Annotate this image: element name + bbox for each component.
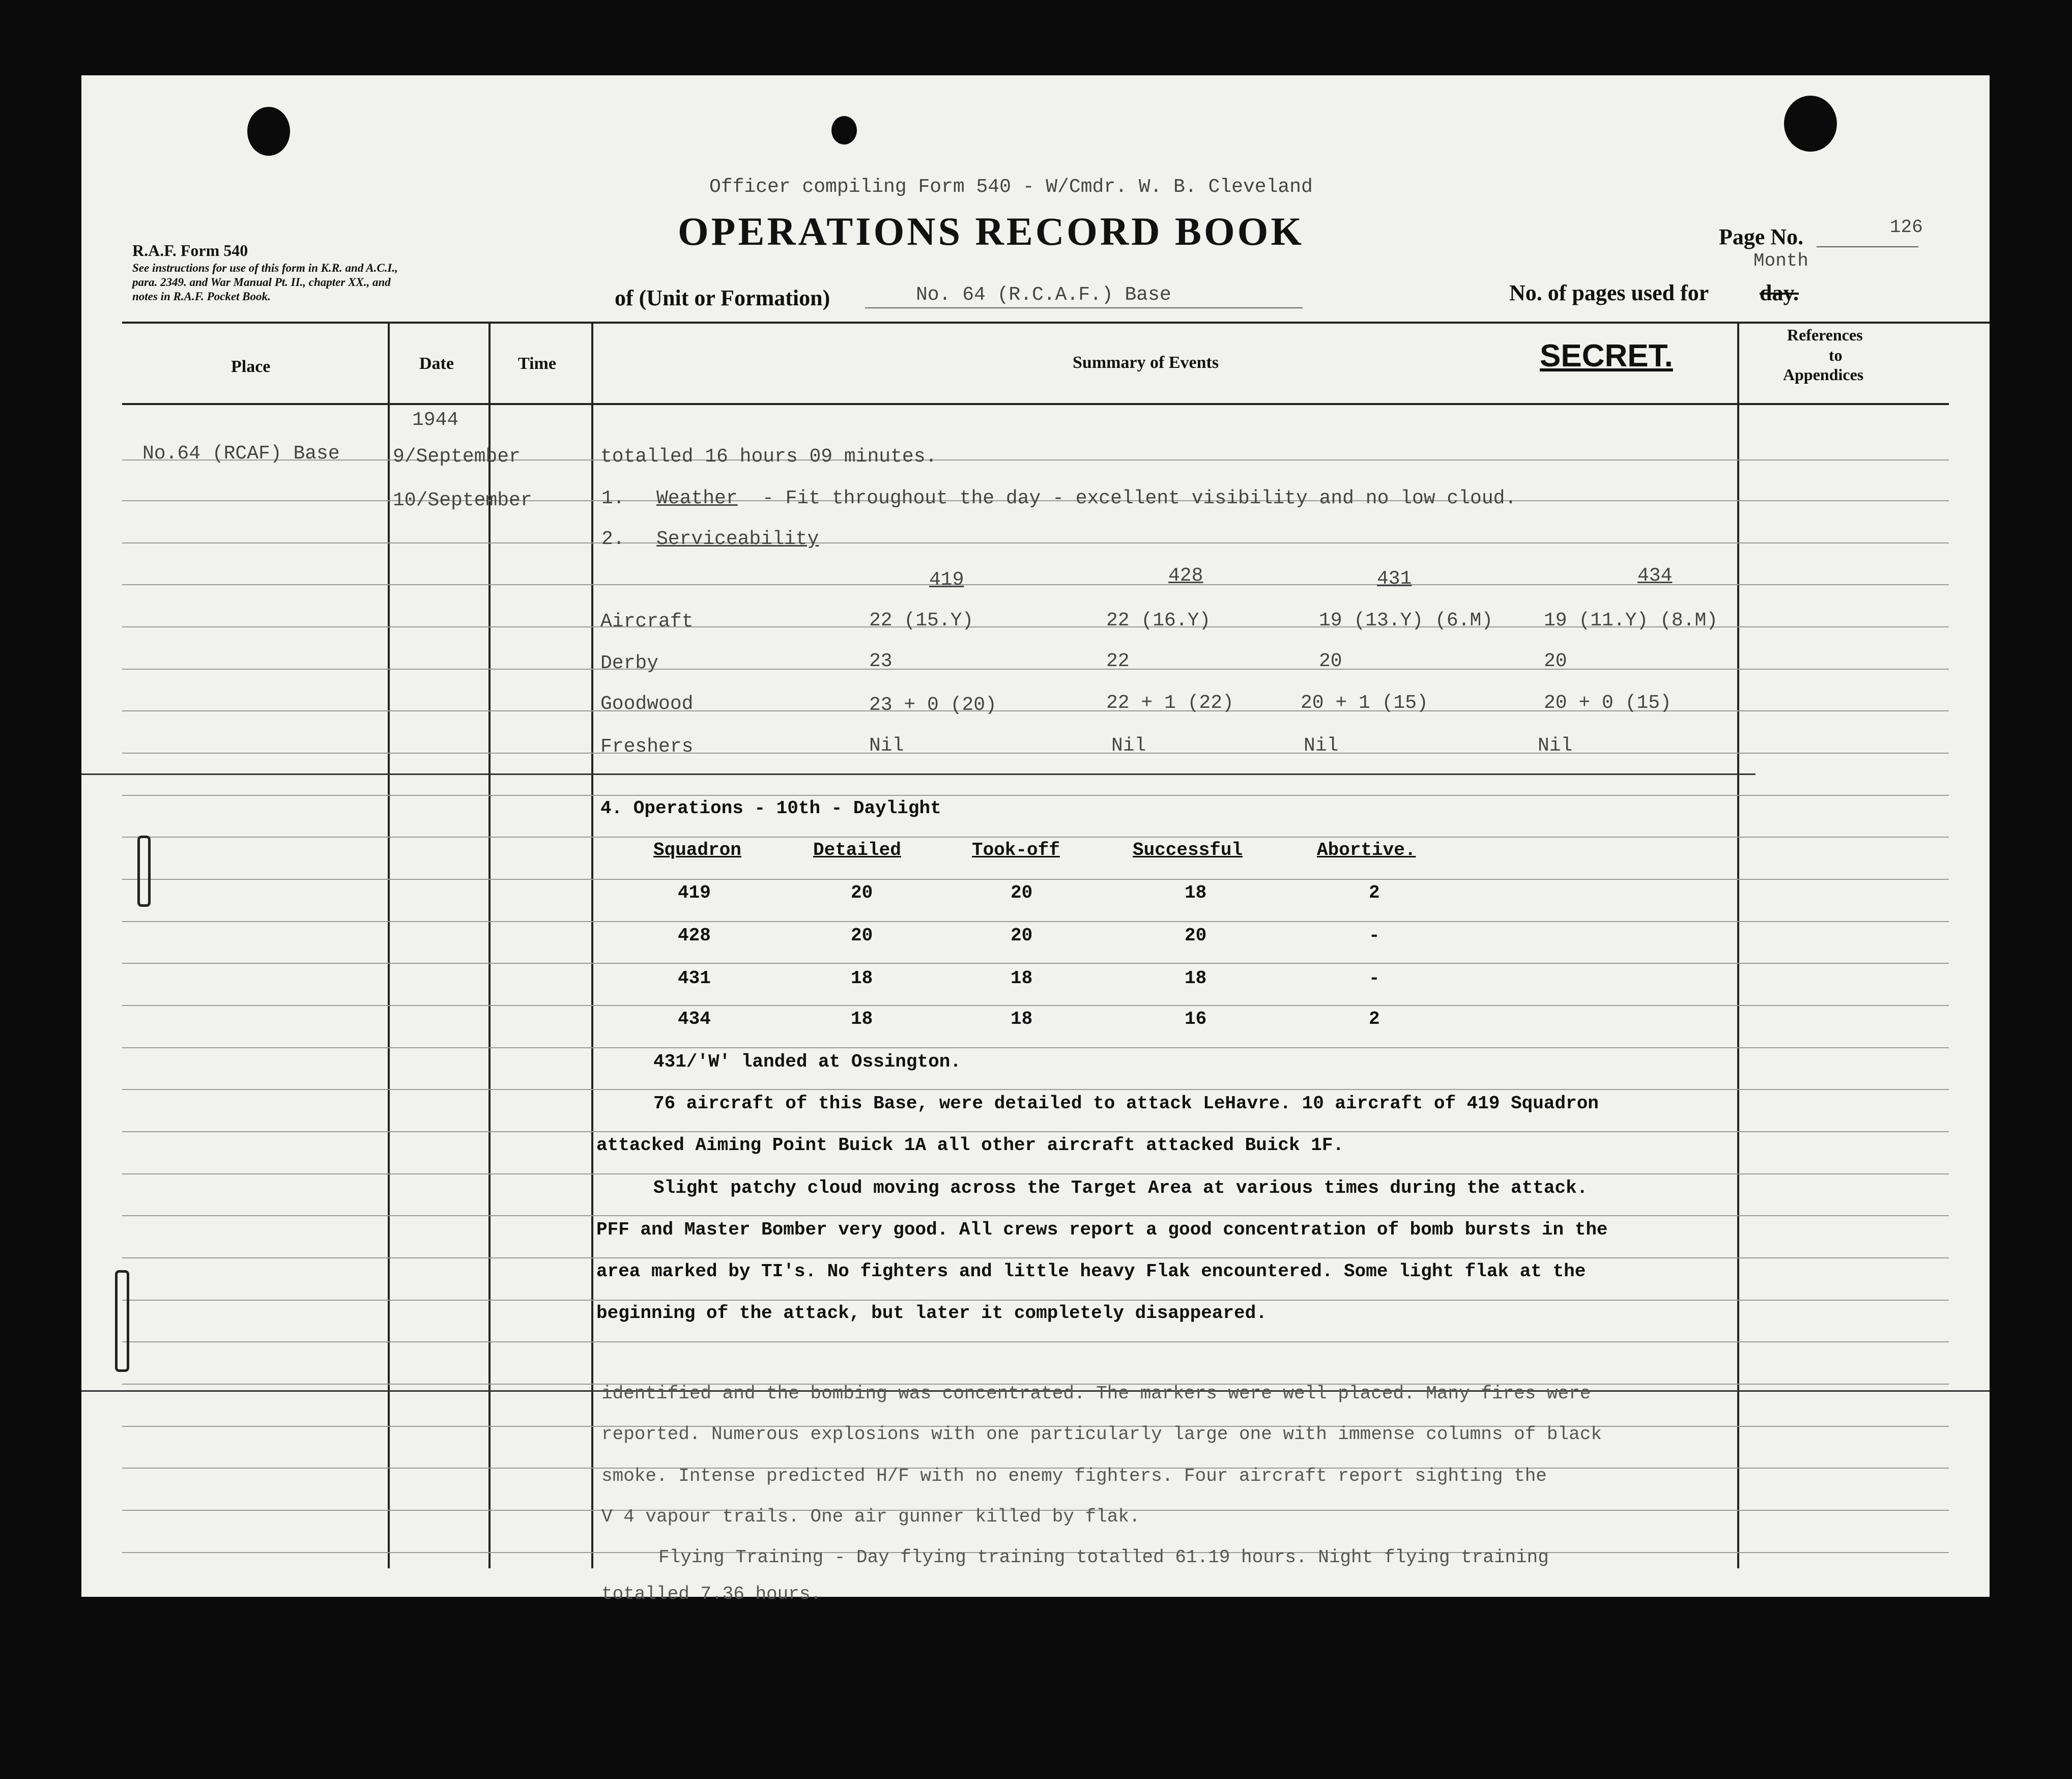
date-year: 1944 <box>412 409 459 431</box>
secret-stamp: SECRET. <box>1540 338 1673 374</box>
report-line: smoke. Intense predicted H/F with no enemy fighters. Four aircraft report sighting the <box>601 1466 1547 1486</box>
service-cell: 19 (13.Y) (6.M) <box>1319 610 1493 632</box>
punch-hole-left <box>247 107 290 156</box>
form-instruction-3: notes in R.A.F. Pocket Book. <box>132 290 271 303</box>
service-cell: 22 <box>1106 650 1130 672</box>
ops-narrative-line: area marked by TI's. No fighters and little heavy Flak encountered. Some light flak at the <box>596 1261 1586 1282</box>
service-cell: 20 <box>1544 650 1567 672</box>
service-cell: 20 <box>1319 650 1342 672</box>
service-cell: 23 <box>869 650 893 672</box>
report-line: identified and the bombing was concentrated. The markers were well placed. Many fires were <box>601 1383 1591 1404</box>
punch-hole-right <box>1784 96 1837 152</box>
ops-header-detailed: Detailed <box>813 840 901 860</box>
pages-used-suffix: day. <box>1760 280 1799 305</box>
ops-header-squadron: Squadron <box>653 840 741 860</box>
ops-cell-squadron: 428 <box>678 925 711 946</box>
ops-cell: 2 <box>1369 882 1380 903</box>
ops-cell: 20 <box>851 925 873 946</box>
header-references: References <box>1787 326 1863 344</box>
header-references-to: to <box>1829 346 1843 364</box>
weather-number: 1. <box>601 487 625 509</box>
form-name: R.A.F. Form 540 <box>132 241 248 260</box>
margin-bracket-mark <box>115 1270 129 1372</box>
ops-cell: 16 <box>1185 1009 1207 1029</box>
report-line: totalled 7.36 hours. <box>601 1584 822 1604</box>
ops-cell: 18 <box>1011 968 1033 989</box>
page-no-label: Page No. <box>1719 224 1804 249</box>
totalled-line: totalled 16 hours 09 minutes. <box>600 446 937 468</box>
col-rule-place <box>388 322 390 1568</box>
service-cell: Nil <box>1304 735 1339 757</box>
ops-cell: 20 <box>1011 882 1033 903</box>
ops-cell: - <box>1369 925 1380 946</box>
page-no-underline <box>1817 246 1918 247</box>
serviceability-number: 2. <box>601 528 625 550</box>
table-top-rule <box>122 322 1990 324</box>
margin-bracket-mark <box>137 836 151 907</box>
page-no-value: 126 <box>1890 217 1923 238</box>
pages-used-label: No. of pages used for <box>1509 280 1709 305</box>
service-row-label: Derby <box>600 652 659 674</box>
header-bottom-rule <box>122 403 1949 405</box>
place-entry: No.64 (RCAF) Base <box>142 443 340 465</box>
service-col-428: 428 <box>1168 565 1203 587</box>
date-entry-1: 9/September <box>393 446 521 468</box>
month-label: Month <box>1753 250 1809 271</box>
service-col-419: 419 <box>929 569 964 591</box>
ops-narrative-line: 431/'W' landed at Ossington. <box>653 1051 961 1072</box>
ops-cell: 20 <box>1011 925 1033 946</box>
ops-narrative-line: 76 aircraft of this Base, were detailed to attack LeHavre. 10 aircraft of 419 Squadron <box>653 1093 1599 1114</box>
ops-cell: 2 <box>1369 1009 1380 1029</box>
header-appendices: Appendices <box>1783 365 1864 384</box>
weather-text: - Fit throughout the day - excellent visibility and no low cloud. <box>762 487 1517 509</box>
service-cell: 19 (11.Y) (8.M) <box>1544 610 1718 632</box>
service-col-431: 431 <box>1377 568 1412 590</box>
header-place: Place <box>231 357 271 376</box>
service-cell: Nil <box>1538 735 1573 757</box>
form-instruction-2: para. 2349. and War Manual Pt. II., chapter XX., and <box>132 276 391 289</box>
unit-value: No. 64 (R.C.A.F.) Base <box>916 284 1171 306</box>
ops-cell: 18 <box>1185 882 1207 903</box>
ops-cell-squadron: 431 <box>678 968 711 989</box>
report-line: V 4 vapour trails. One air gunner killed by flak. <box>601 1506 1140 1527</box>
ops-header-abortive: Abortive. <box>1317 840 1416 860</box>
col-rule-time <box>591 322 593 1568</box>
record-sheet <box>81 75 1990 1604</box>
unit-label: of (Unit or Formation) <box>615 285 830 310</box>
header-time: Time <box>518 354 556 373</box>
ops-narrative-line: PFF and Master Bomber very good. All crews report a good concentration of bomb bursts in the <box>596 1219 1608 1240</box>
report-line: reported. Numerous explosions with one particularly large one with immense columns of black <box>601 1424 1602 1445</box>
page-title: OPERATIONS RECORD BOOK <box>678 209 1305 253</box>
operations-heading: 4. Operations - 10th - Daylight <box>600 798 941 819</box>
ops-header-successful: Successful <box>1133 840 1243 860</box>
slip-boundary-1 <box>81 773 1756 775</box>
ops-cell-squadron: 419 <box>678 882 711 903</box>
ops-narrative-line: attacked Aiming Point Buick 1A all other aircraft attacked Buick 1F. <box>596 1135 1344 1156</box>
report-line: Flying Training - Day flying training totalled 61.19 hours. Night flying training <box>658 1547 1549 1568</box>
ops-narrative-line: Slight patchy cloud moving across the Target Area at various times during the attack. <box>653 1178 1588 1198</box>
compiler-line: Officer compiling Form 540 - W/Cmdr. W. B. Cleveland <box>709 176 1313 198</box>
service-cell: Nil <box>869 735 904 757</box>
ops-cell: 18 <box>851 968 873 989</box>
date-entry-2: 10/September <box>393 490 532 511</box>
service-cell: Nil <box>1111 735 1146 757</box>
col-rule-summary <box>1737 322 1739 1568</box>
serviceability-label: Serviceability <box>656 528 819 550</box>
service-cell: 20 + 1 (15) <box>1301 692 1428 714</box>
service-row-label: Aircraft <box>600 611 694 633</box>
punch-hole-center <box>831 116 857 145</box>
header-date: Date <box>419 354 454 373</box>
ops-cell-squadron: 434 <box>678 1009 711 1029</box>
header-summary: Summary of Events <box>1073 353 1219 372</box>
unit-underline <box>865 307 1303 308</box>
ops-header-took-off: Took-off <box>972 840 1060 860</box>
ops-cell: 18 <box>1011 1009 1033 1029</box>
ops-cell: 20 <box>1185 925 1207 946</box>
service-cell: 22 (16.Y) <box>1106 610 1211 632</box>
ops-cell: - <box>1369 968 1380 989</box>
service-cell: 20 + 0 (15) <box>1544 692 1672 714</box>
ops-cell: 18 <box>851 1009 873 1029</box>
form-instruction-1: See instructions for use of this form in K.R. and A.C.I., <box>132 262 398 274</box>
ops-narrative-line: beginning of the attack, but later it completely disappeared. <box>596 1303 1267 1324</box>
ops-cell: 20 <box>851 882 873 903</box>
service-cell: 22 + 1 (22) <box>1106 692 1234 714</box>
service-row-label: Freshers <box>600 736 694 758</box>
service-row-label: Goodwood <box>600 693 694 715</box>
service-cell: 22 (15.Y) <box>869 610 974 632</box>
ops-cell: 18 <box>1185 968 1207 989</box>
weather-label: Weather <box>656 487 738 509</box>
service-cell: 23 + 0 (20) <box>869 694 997 716</box>
service-col-434: 434 <box>1637 565 1673 587</box>
